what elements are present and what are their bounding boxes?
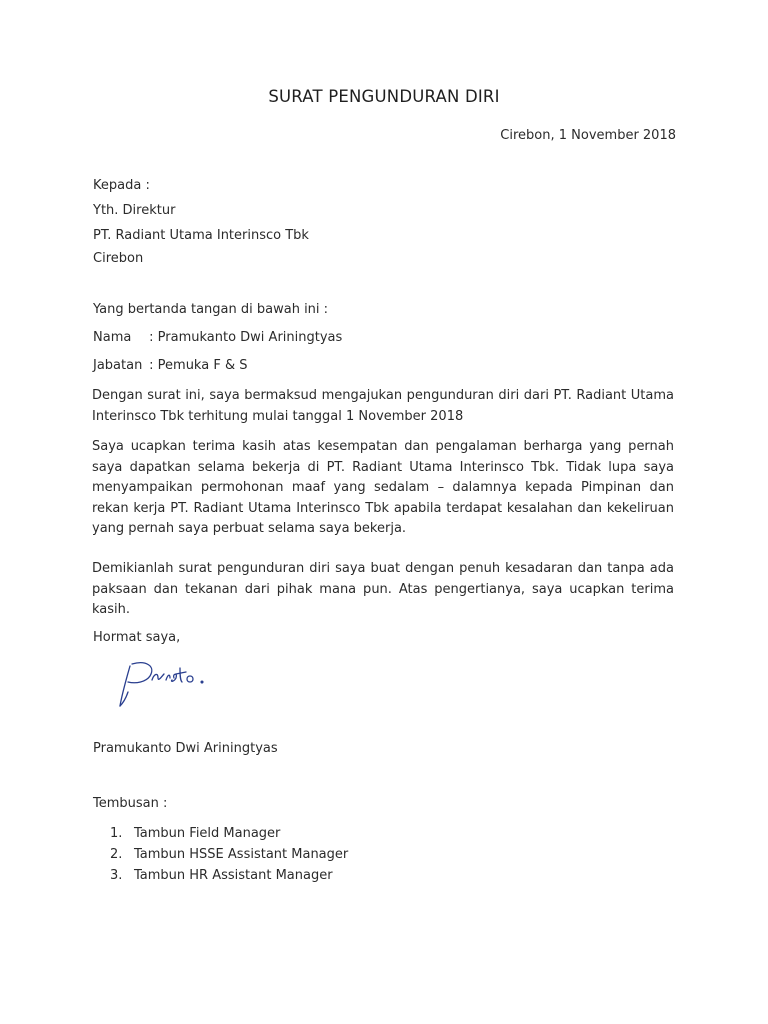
signature-image: [112, 652, 222, 712]
cc-list: [110, 823, 348, 886]
paragraph-2: Saya ucapkan terima kasih atas kesempatan dan pengalaman berharga yang pernah saya dapatkan selama bekerja di PT. Radiant Utama Interinsco Tbk. Tidak lupa saya menyampaikan permohonan maaf yang sedalam – dalamnya kepada Pimpinan dan rekan kerja PT. Radiant Utama Interinsco Tbk apabila terdapat kesalahan dan kekeliruan yang pernah saya perbuat selama saya bekerja.: [92, 439, 674, 536]
cc-item-number: 2.: [110, 847, 123, 862]
cc-item-text: Tambun Field Manager: [134, 826, 281, 841]
cc-item-number: 1.: [110, 826, 123, 841]
recipient-salutation: Kepada :: [93, 178, 150, 193]
cc-list-item: [110, 844, 348, 865]
cc-heading: Tembusan :: [93, 796, 168, 811]
letter-date: Cirebon, 1 November 2018: [500, 128, 676, 143]
intro-text: Yang bertanda tangan di bawah ini :: [93, 302, 329, 317]
signer-name: Pramukanto Dwi Ariningtyas: [93, 741, 278, 756]
cc-list-item: [110, 823, 348, 844]
cc-item-text: Tambun HR Assistant Manager: [134, 868, 333, 883]
position-label: Jabatan: [93, 358, 143, 373]
closing-text: Hormat saya,: [93, 630, 181, 645]
paragraph-3: Demikianlah surat pengunduran diri saya buat dengan penuh kesadaran dan tanpa ada paksaan dan tekanan dari pihak mana pun. Atas pengertianya, saya ucapkan terima kasih.: [92, 561, 674, 617]
name-value: : Pramukanto Dwi Ariningtyas: [149, 330, 343, 345]
name-label: Nama: [93, 330, 132, 345]
recipient-line-3: Cirebon: [93, 251, 144, 266]
name-field: [93, 330, 342, 345]
paragraph-1: Dengan surat ini, saya bermaksud mengajukan pengunduran diri dari PT. Radiant Utama Interinsco Tbk terhitung mulai tanggal 1 November 2018: [92, 388, 674, 424]
letter-title: SURAT PENGUNDURAN DIRI: [268, 87, 500, 106]
position-field: [93, 358, 247, 373]
position-value: : Pemuka F & S: [149, 358, 248, 373]
cc-item-number: 3.: [110, 868, 123, 883]
recipient-line-1: Yth. Direktur: [93, 203, 176, 218]
recipient-line-2: PT. Radiant Utama Interinsco Tbk: [93, 228, 309, 243]
cc-item-text: Tambun HSSE Assistant Manager: [134, 847, 349, 862]
cc-list-item: [110, 865, 348, 886]
